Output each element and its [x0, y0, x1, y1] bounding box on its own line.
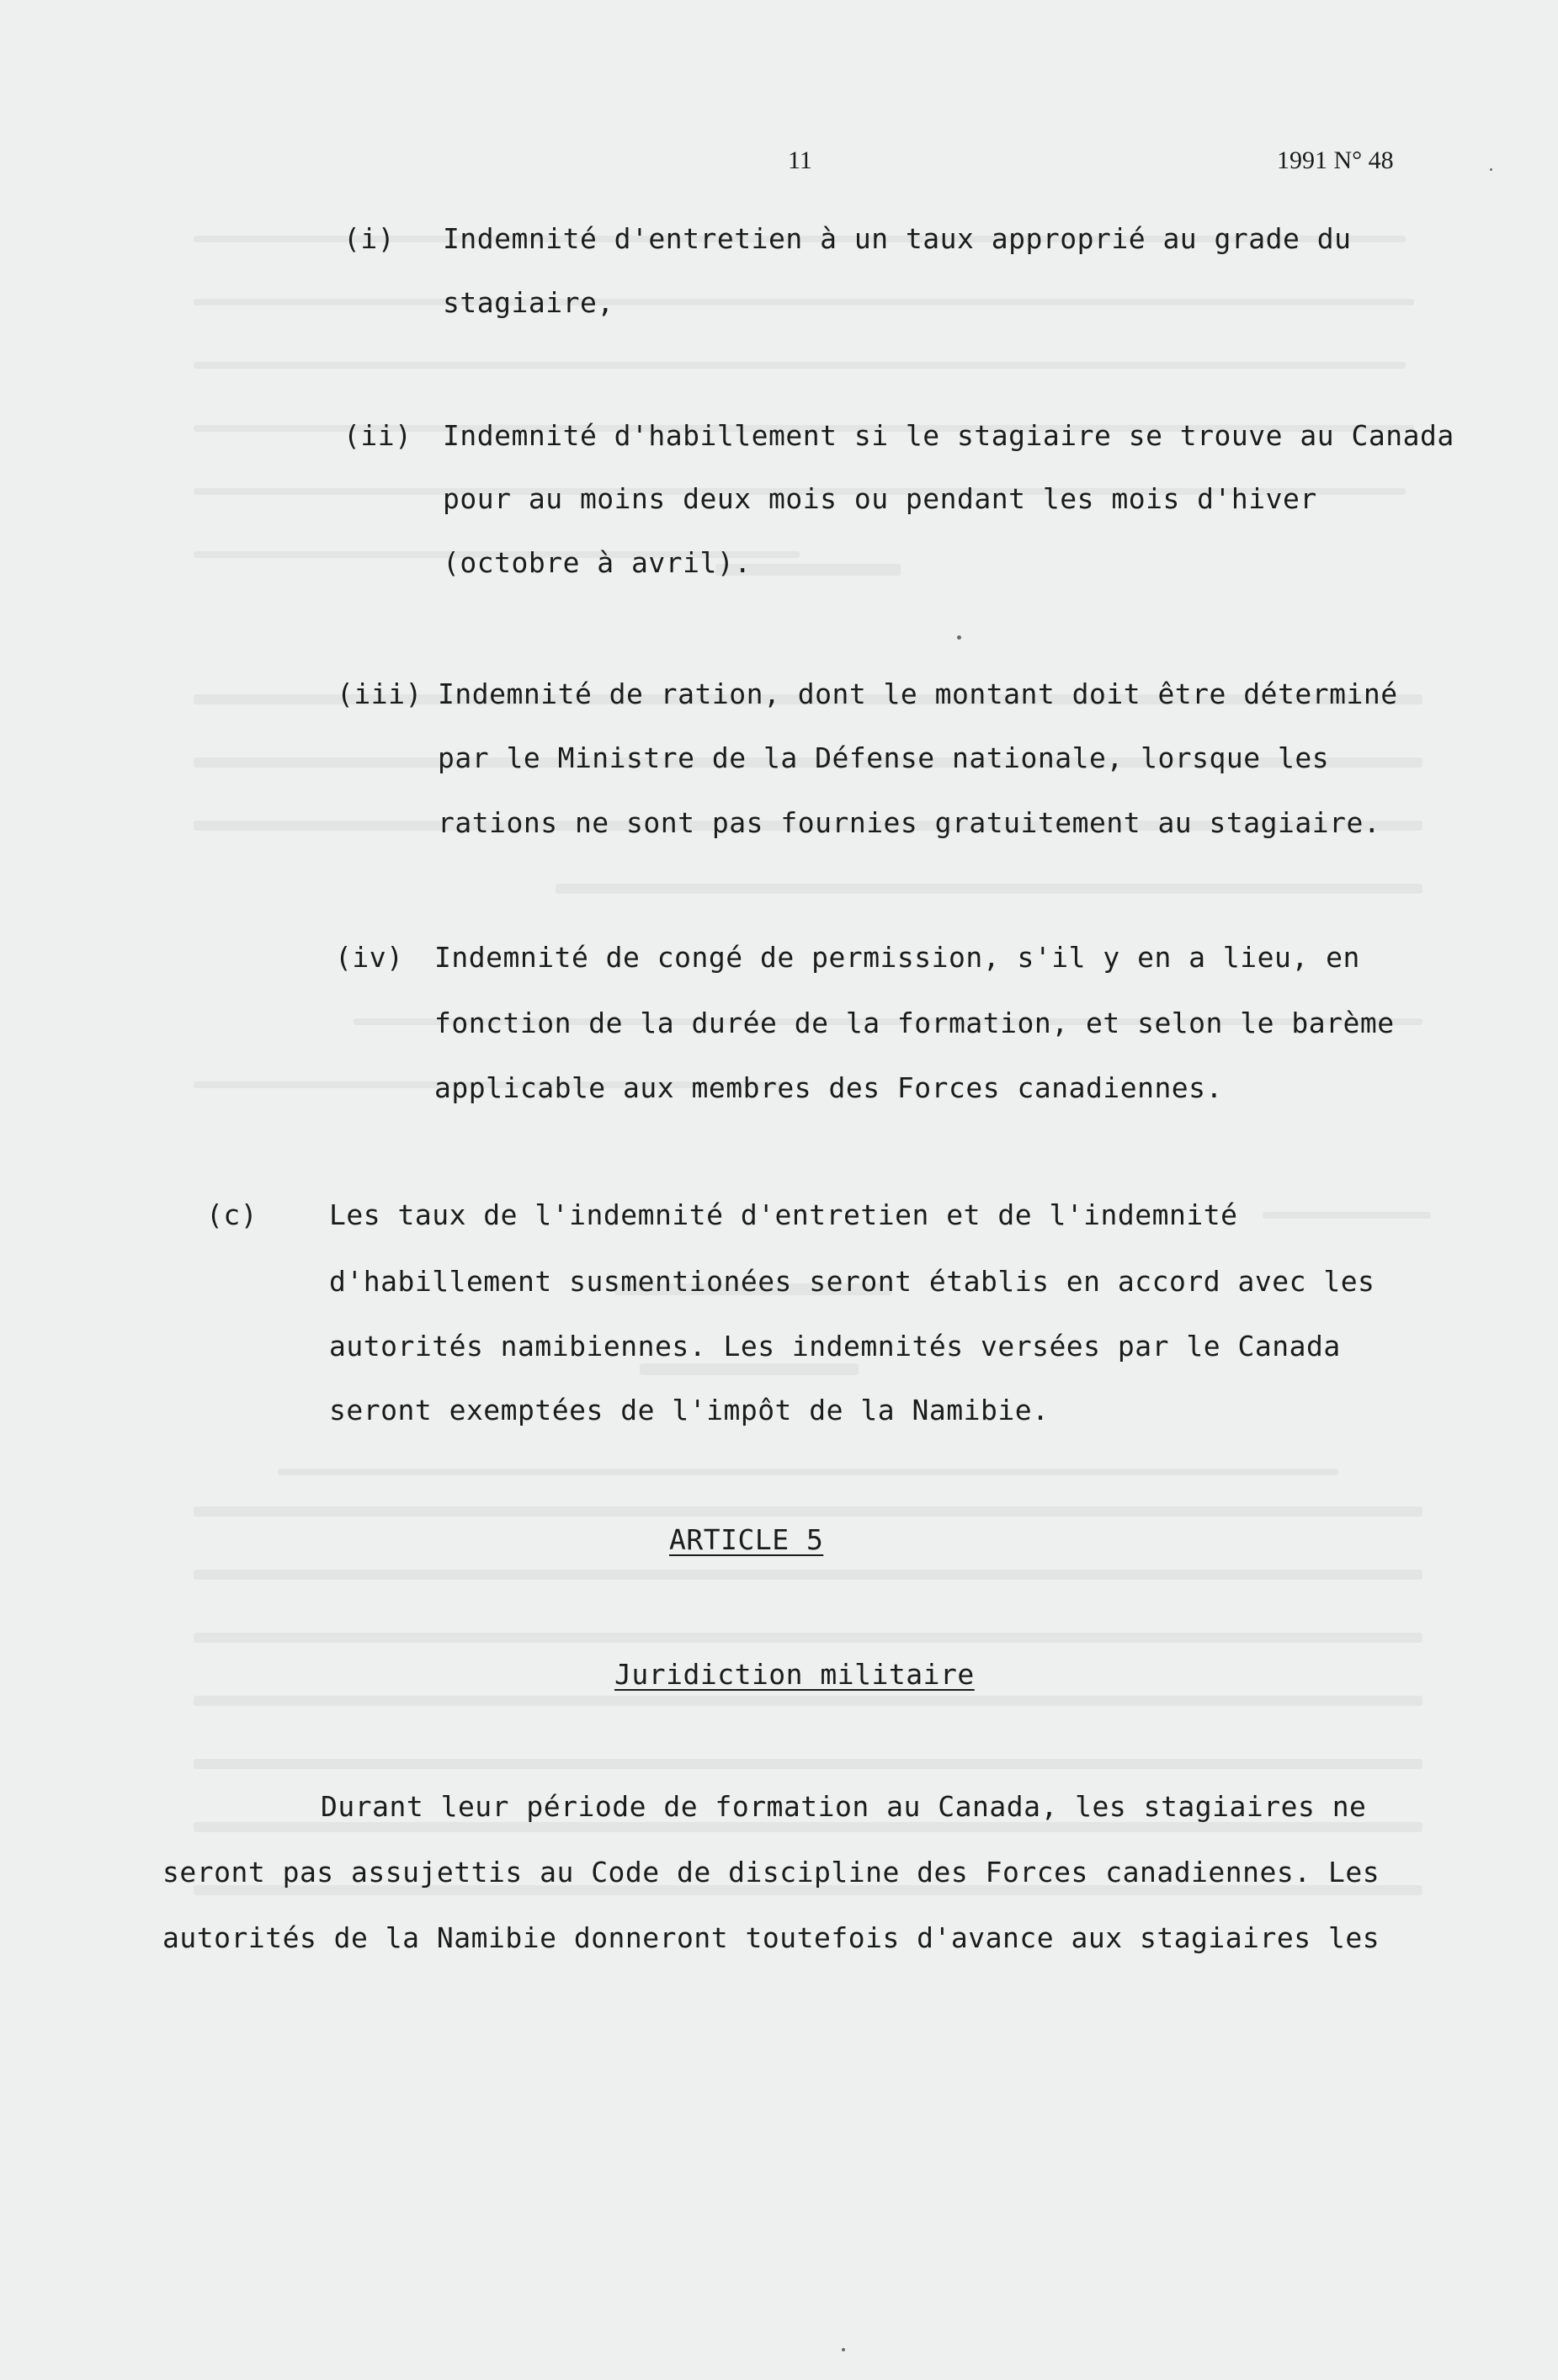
item-ii-line: Indemnité d'habillement si le stagiaire se trouve au Canada — [443, 419, 1454, 452]
paragraph-c-line: seront exemptées de l'impôt de la Namibie. — [329, 1394, 1050, 1426]
item-iv-line: applicable aux membres des Forces canadiennes. — [434, 1071, 1223, 1104]
item-iii-marker: (iii) — [337, 677, 423, 710]
item-i-line: Indemnité d'entretien à un taux approprié au grade du — [443, 222, 1352, 255]
paragraph-c-line: Les taux de l'indemnité d'entretien et de l'indemnité — [329, 1198, 1238, 1231]
scan-speck — [842, 2348, 845, 2351]
item-i-marker: (i) — [343, 222, 396, 255]
item-iii-line: Indemnité de ration, dont le montant doit être déterminé — [438, 677, 1398, 710]
item-ii-marker: (ii) — [343, 419, 412, 452]
paragraph-c-line: d'habillement susmentionées seront établis en accord avec les — [329, 1265, 1375, 1298]
article-body-line: Durant leur période de formation au Canada, les stagiaires ne — [321, 1790, 1367, 1823]
item-i-line: stagiaire, — [443, 286, 614, 319]
article-heading: ARTICLE 5 — [669, 1523, 824, 1556]
item-iii-line: par le Ministre de la Défense nationale, lorsque les — [438, 741, 1330, 774]
item-ii-line: (octobre à avril). — [443, 546, 752, 579]
page-number: 11 — [788, 146, 812, 174]
paragraph-c-line: autorités namibiennes. Les indemnités versées par le Canada — [329, 1330, 1341, 1363]
article-subheading: Juridiction militaire — [614, 1658, 975, 1691]
item-iv-marker: (iv) — [335, 941, 404, 974]
document-reference: 1991 N° 48 — [1277, 146, 1394, 174]
paragraph-c-marker: (c) — [206, 1198, 258, 1231]
item-iii-line: rations ne sont pas fournies gratuitement au stagiaire. — [438, 806, 1381, 839]
article-body-line: seront pas assujettis au Code de discipline des Forces canadiennes. Les — [162, 1856, 1380, 1889]
item-iv-line: fonction de la durée de la formation, et selon le barème — [434, 1007, 1395, 1039]
scan-speck — [1490, 168, 1492, 171]
item-iv-line: Indemnité de congé de permission, s'il y en a lieu, en — [434, 941, 1360, 974]
item-ii-line: pour au moins deux mois ou pendant les mois d'hiver — [443, 482, 1317, 515]
scan-speck — [957, 635, 961, 640]
article-body-line: autorités de la Namibie donneront toutefois d'avance aux stagiaires les — [162, 1921, 1380, 1954]
